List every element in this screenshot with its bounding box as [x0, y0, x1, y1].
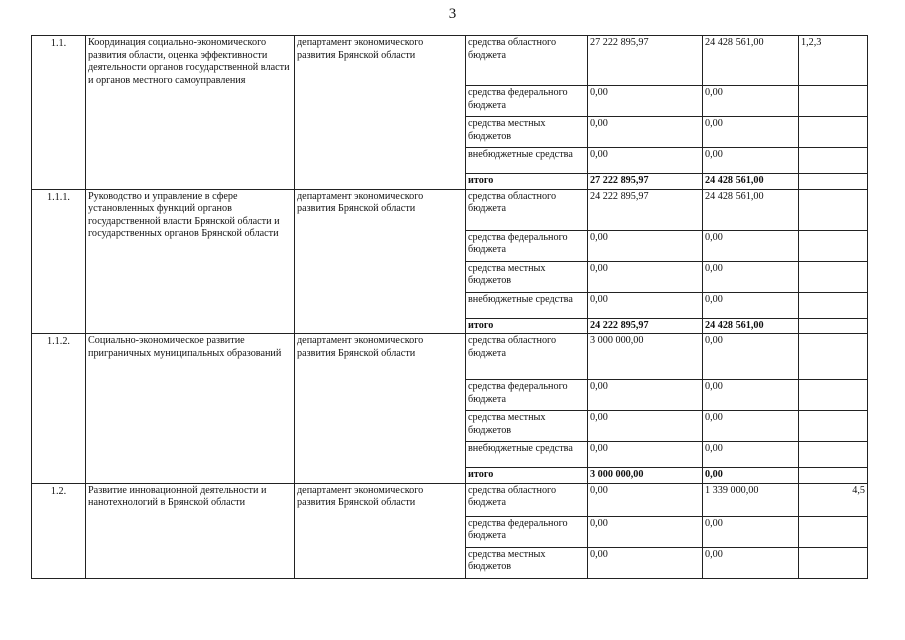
executor: департамент экономического развития Брянской области: [295, 189, 466, 334]
indicator-ref: [799, 380, 868, 411]
indicator-ref: [799, 148, 868, 174]
funding-source: средства федерального бюджета: [466, 380, 588, 411]
table-row: [32, 189, 868, 230]
amount-col-2: 24 428 561,00: [703, 36, 799, 86]
amount-col-1: 24 222 895,97: [588, 318, 703, 334]
indicator-ref: [799, 86, 868, 117]
indicator-ref: [799, 468, 868, 484]
item-name: Развитие инновационной деятельности и нанотехнологий в Брянской области: [86, 483, 295, 578]
item-name: Руководство и управление в сфере установленных функций органов государственной власти Брянской области и государственных органов Брянской области: [86, 189, 295, 334]
indicator-ref: [799, 547, 868, 578]
indicator-ref: [799, 261, 868, 292]
funding-source: итого: [466, 318, 588, 334]
budget-table: [31, 35, 868, 579]
amount-col-2: 0,00: [703, 516, 799, 547]
amount-col-1: 0,00: [588, 483, 703, 516]
amount-col-2: 0,00: [703, 468, 799, 484]
funding-source: итого: [466, 174, 588, 190]
indicator-ref: 1,2,3: [799, 36, 868, 86]
amount-col-1: 0,00: [588, 292, 703, 318]
item-number: 1.1.1.: [32, 189, 86, 334]
amount-col-2: 0,00: [703, 442, 799, 468]
amount-col-1: 0,00: [588, 117, 703, 148]
amount-col-2: 24 428 561,00: [703, 318, 799, 334]
indicator-ref: 4,5: [799, 483, 868, 516]
item-number: 1.1.2.: [32, 334, 86, 484]
amount-col-1: 0,00: [588, 411, 703, 442]
executor: департамент экономического развития Брянской области: [295, 36, 466, 190]
funding-source: внебюджетные средства: [466, 442, 588, 468]
amount-col-2: 0,00: [703, 261, 799, 292]
amount-col-1: 0,00: [588, 516, 703, 547]
amount-col-1: 0,00: [588, 261, 703, 292]
funding-source: средства местных бюджетов: [466, 547, 588, 578]
amount-col-2: 24 428 561,00: [703, 174, 799, 190]
funding-source: средства местных бюджетов: [466, 261, 588, 292]
funding-source: средства федерального бюджета: [466, 516, 588, 547]
amount-col-2: 0,00: [703, 547, 799, 578]
funding-source: средства местных бюджетов: [466, 411, 588, 442]
executor: департамент экономического развития Брянской области: [295, 334, 466, 484]
amount-col-2: 0,00: [703, 148, 799, 174]
amount-col-1: 3 000 000,00: [588, 468, 703, 484]
funding-source: средства областного бюджета: [466, 483, 588, 516]
amount-col-2: 0,00: [703, 230, 799, 261]
funding-source: средства федерального бюджета: [466, 230, 588, 261]
item-number: 1.2.: [32, 483, 86, 578]
indicator-ref: [799, 117, 868, 148]
indicator-ref: [799, 318, 868, 334]
funding-source: средства федерального бюджета: [466, 86, 588, 117]
funding-source: средства областного бюджета: [466, 334, 588, 380]
indicator-ref: [799, 230, 868, 261]
amount-col-1: 0,00: [588, 148, 703, 174]
amount-col-2: 0,00: [703, 380, 799, 411]
funding-source: средства областного бюджета: [466, 189, 588, 230]
amount-col-2: 0,00: [703, 117, 799, 148]
amount-col-1: 27 222 895,97: [588, 174, 703, 190]
amount-col-1: 0,00: [588, 380, 703, 411]
table-row: [32, 334, 868, 380]
amount-col-2: 24 428 561,00: [703, 189, 799, 230]
funding-source: итого: [466, 468, 588, 484]
amount-col-2: 1 339 000,00: [703, 483, 799, 516]
funding-source: внебюджетные средства: [466, 292, 588, 318]
item-name: Координация социально-экономического развития области, оценка эффективности деятельности органов государственной власти и органов местного самоуправления: [86, 36, 295, 190]
indicator-ref: [799, 516, 868, 547]
indicator-ref: [799, 189, 868, 230]
item-name: Социально-экономическое развитие приграничных муниципальных образований: [86, 334, 295, 484]
funding-source: средства областного бюджета: [466, 36, 588, 86]
indicator-ref: [799, 442, 868, 468]
funding-source: средства местных бюджетов: [466, 117, 588, 148]
amount-col-1: 24 222 895,97: [588, 189, 703, 230]
page-number: 3: [448, 6, 457, 22]
amount-col-2: 0,00: [703, 334, 799, 380]
executor: департамент экономического развития Брянской области: [295, 483, 466, 578]
amount-col-1: 0,00: [588, 86, 703, 117]
indicator-ref: [799, 292, 868, 318]
amount-col-1: 27 222 895,97: [588, 36, 703, 86]
amount-col-2: 0,00: [703, 86, 799, 117]
indicator-ref: [799, 334, 868, 380]
amount-col-1: 0,00: [588, 547, 703, 578]
funding-source: внебюджетные средства: [466, 148, 588, 174]
amount-col-2: 0,00: [703, 292, 799, 318]
table-row: [32, 36, 868, 86]
indicator-ref: [799, 411, 868, 442]
amount-col-1: 0,00: [588, 442, 703, 468]
amount-col-1: 0,00: [588, 230, 703, 261]
indicator-ref: [799, 174, 868, 190]
table-row: [32, 483, 868, 516]
amount-col-2: 0,00: [703, 411, 799, 442]
item-number: 1.1.: [32, 36, 86, 190]
amount-col-1: 3 000 000,00: [588, 334, 703, 380]
